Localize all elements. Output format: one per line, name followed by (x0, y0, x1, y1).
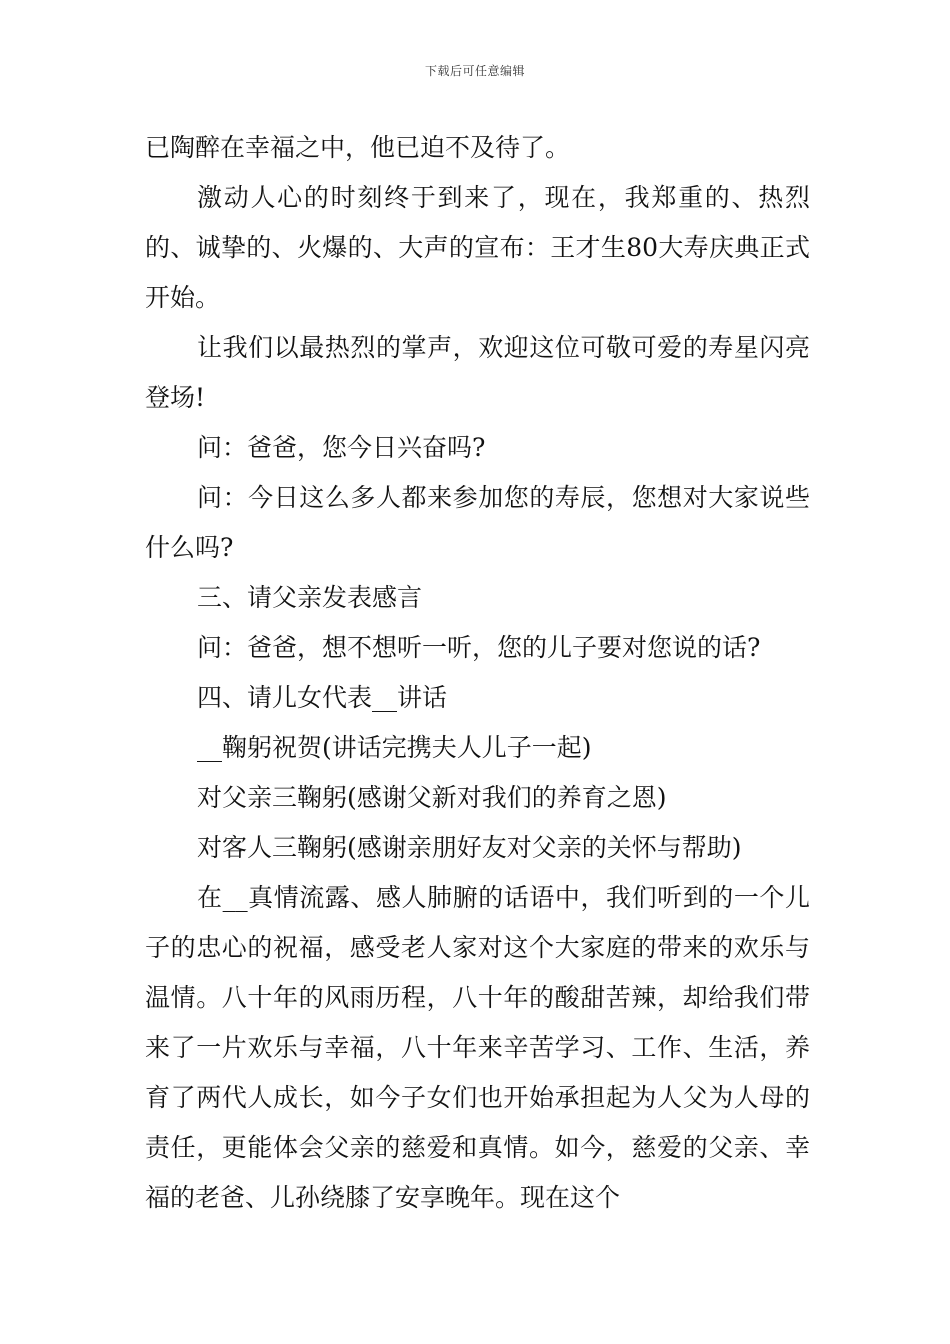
section-heading: 三、请父亲发表感言 (197, 583, 423, 612)
section-heading: 四、请儿女代表__讲话 (197, 683, 448, 712)
paragraph: 问：爸爸，想不想听一听，您的儿子要对您说的话? (197, 633, 761, 662)
paragraph: 对父亲三鞠躬(感谢父新对我们的养育之恩) (197, 783, 667, 812)
paragraph: 问：今日这么多人都来参加您的寿辰，您想对大家说些什么吗? (145, 483, 810, 562)
document-body (145, 123, 810, 1223)
paragraph: 问：爸爸，您今日兴奋吗? (197, 433, 486, 462)
page-header: 下载后可任意编辑 (424, 64, 525, 78)
paragraph: 激动人心的时刻终于到来了，现在，我郑重的、热烈的、诚挚的、火爆的、大声的宣布：王才生80大寿庆典正式开始。 (145, 183, 810, 312)
paragraph: 在__真情流露、感人肺腑的话语中，我们听到的一个儿子的忠心的祝福，感受老人家对这个大家庭的带来的欢乐与温情。八十年的风雨历程，八十年的酸甜苦辣，却给我们带来了一片欢乐与幸福，八十年来辛苦学习、工作、生活，养育了两代人成长，如今子女们也开始承担起为人父为人母的责任，更能体会父亲的慈爱和真情。如今，慈爱的父亲、幸福的老爸、儿孙绕膝了安享晚年。现在这个 (145, 883, 810, 1212)
paragraph: 让我们以最热烈的掌声，欢迎这位可敬可爱的寿星闪亮登场! (145, 333, 810, 412)
paragraph: 已陶醉在幸福之中，他已迫不及待了。 (145, 133, 571, 162)
paragraph: 对客人三鞠躬(感谢亲朋好友对父亲的关怀与帮助) (197, 833, 742, 862)
paragraph: __鞠躬祝贺(讲话完携夫人儿子一起) (197, 733, 592, 762)
